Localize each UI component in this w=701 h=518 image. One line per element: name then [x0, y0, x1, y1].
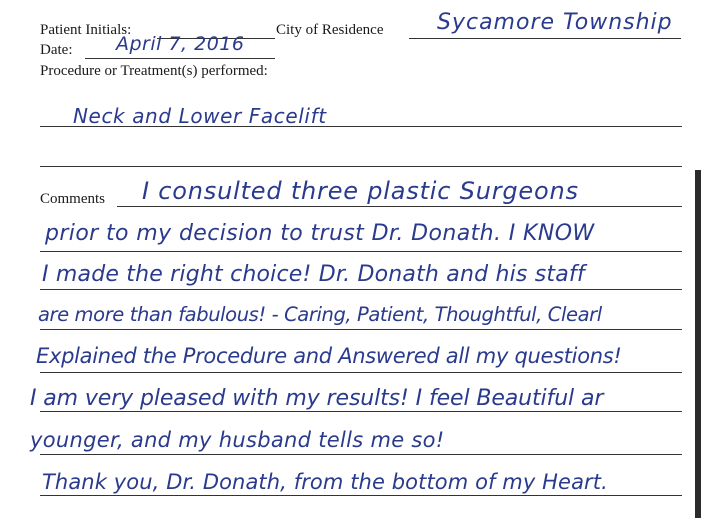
- page-edge-shadow: [695, 170, 701, 518]
- comment-line: are more than fabulous! - Caring, Patient, Thoughtful, Clearl: [38, 303, 602, 326]
- comments-line-8: [40, 495, 682, 496]
- procedure-line-1: [40, 126, 682, 127]
- comments-line-7: [40, 454, 682, 455]
- date-line: [85, 58, 275, 59]
- comment-line: Explained the Procedure and Answered all my questions!: [36, 344, 622, 368]
- comment-line: I consulted three plastic Surgeons: [142, 177, 579, 205]
- comments-label: Comments: [40, 191, 106, 207]
- procedure-value: Neck and Lower Facelift: [73, 104, 327, 128]
- comment-line: I made the right choice! Dr. Donath and his staff: [42, 262, 585, 287]
- date-label: Date:: [40, 42, 73, 58]
- city-line: [409, 38, 681, 39]
- procedure-label: Procedure or Treatment(s) performed:: [40, 63, 268, 79]
- comment-line: Thank you, Dr. Donath, from the bottom of my Heart.: [42, 470, 608, 494]
- comment-line: prior to my decision to trust Dr. Donath. I KNOW: [45, 221, 595, 246]
- procedure-line-2: [40, 166, 682, 167]
- city-value: Sycamore Township: [437, 10, 673, 35]
- date-value: April 7, 2016: [116, 33, 245, 55]
- comment-line: younger, and my husband tells me so!: [30, 428, 445, 452]
- comments-line-6: [40, 411, 682, 412]
- comments-line-2: [40, 251, 682, 252]
- comments-line-3: [40, 289, 682, 290]
- comments-line-5: [40, 372, 682, 373]
- comments-line-4: [40, 329, 682, 330]
- patient-initials-label: Patient Initials:: [40, 22, 132, 38]
- city-label: City of Residence: [276, 22, 384, 38]
- comment-line: I am very pleased with my results! I feel Beautiful ar: [30, 386, 604, 411]
- comments-line-1: [117, 206, 682, 207]
